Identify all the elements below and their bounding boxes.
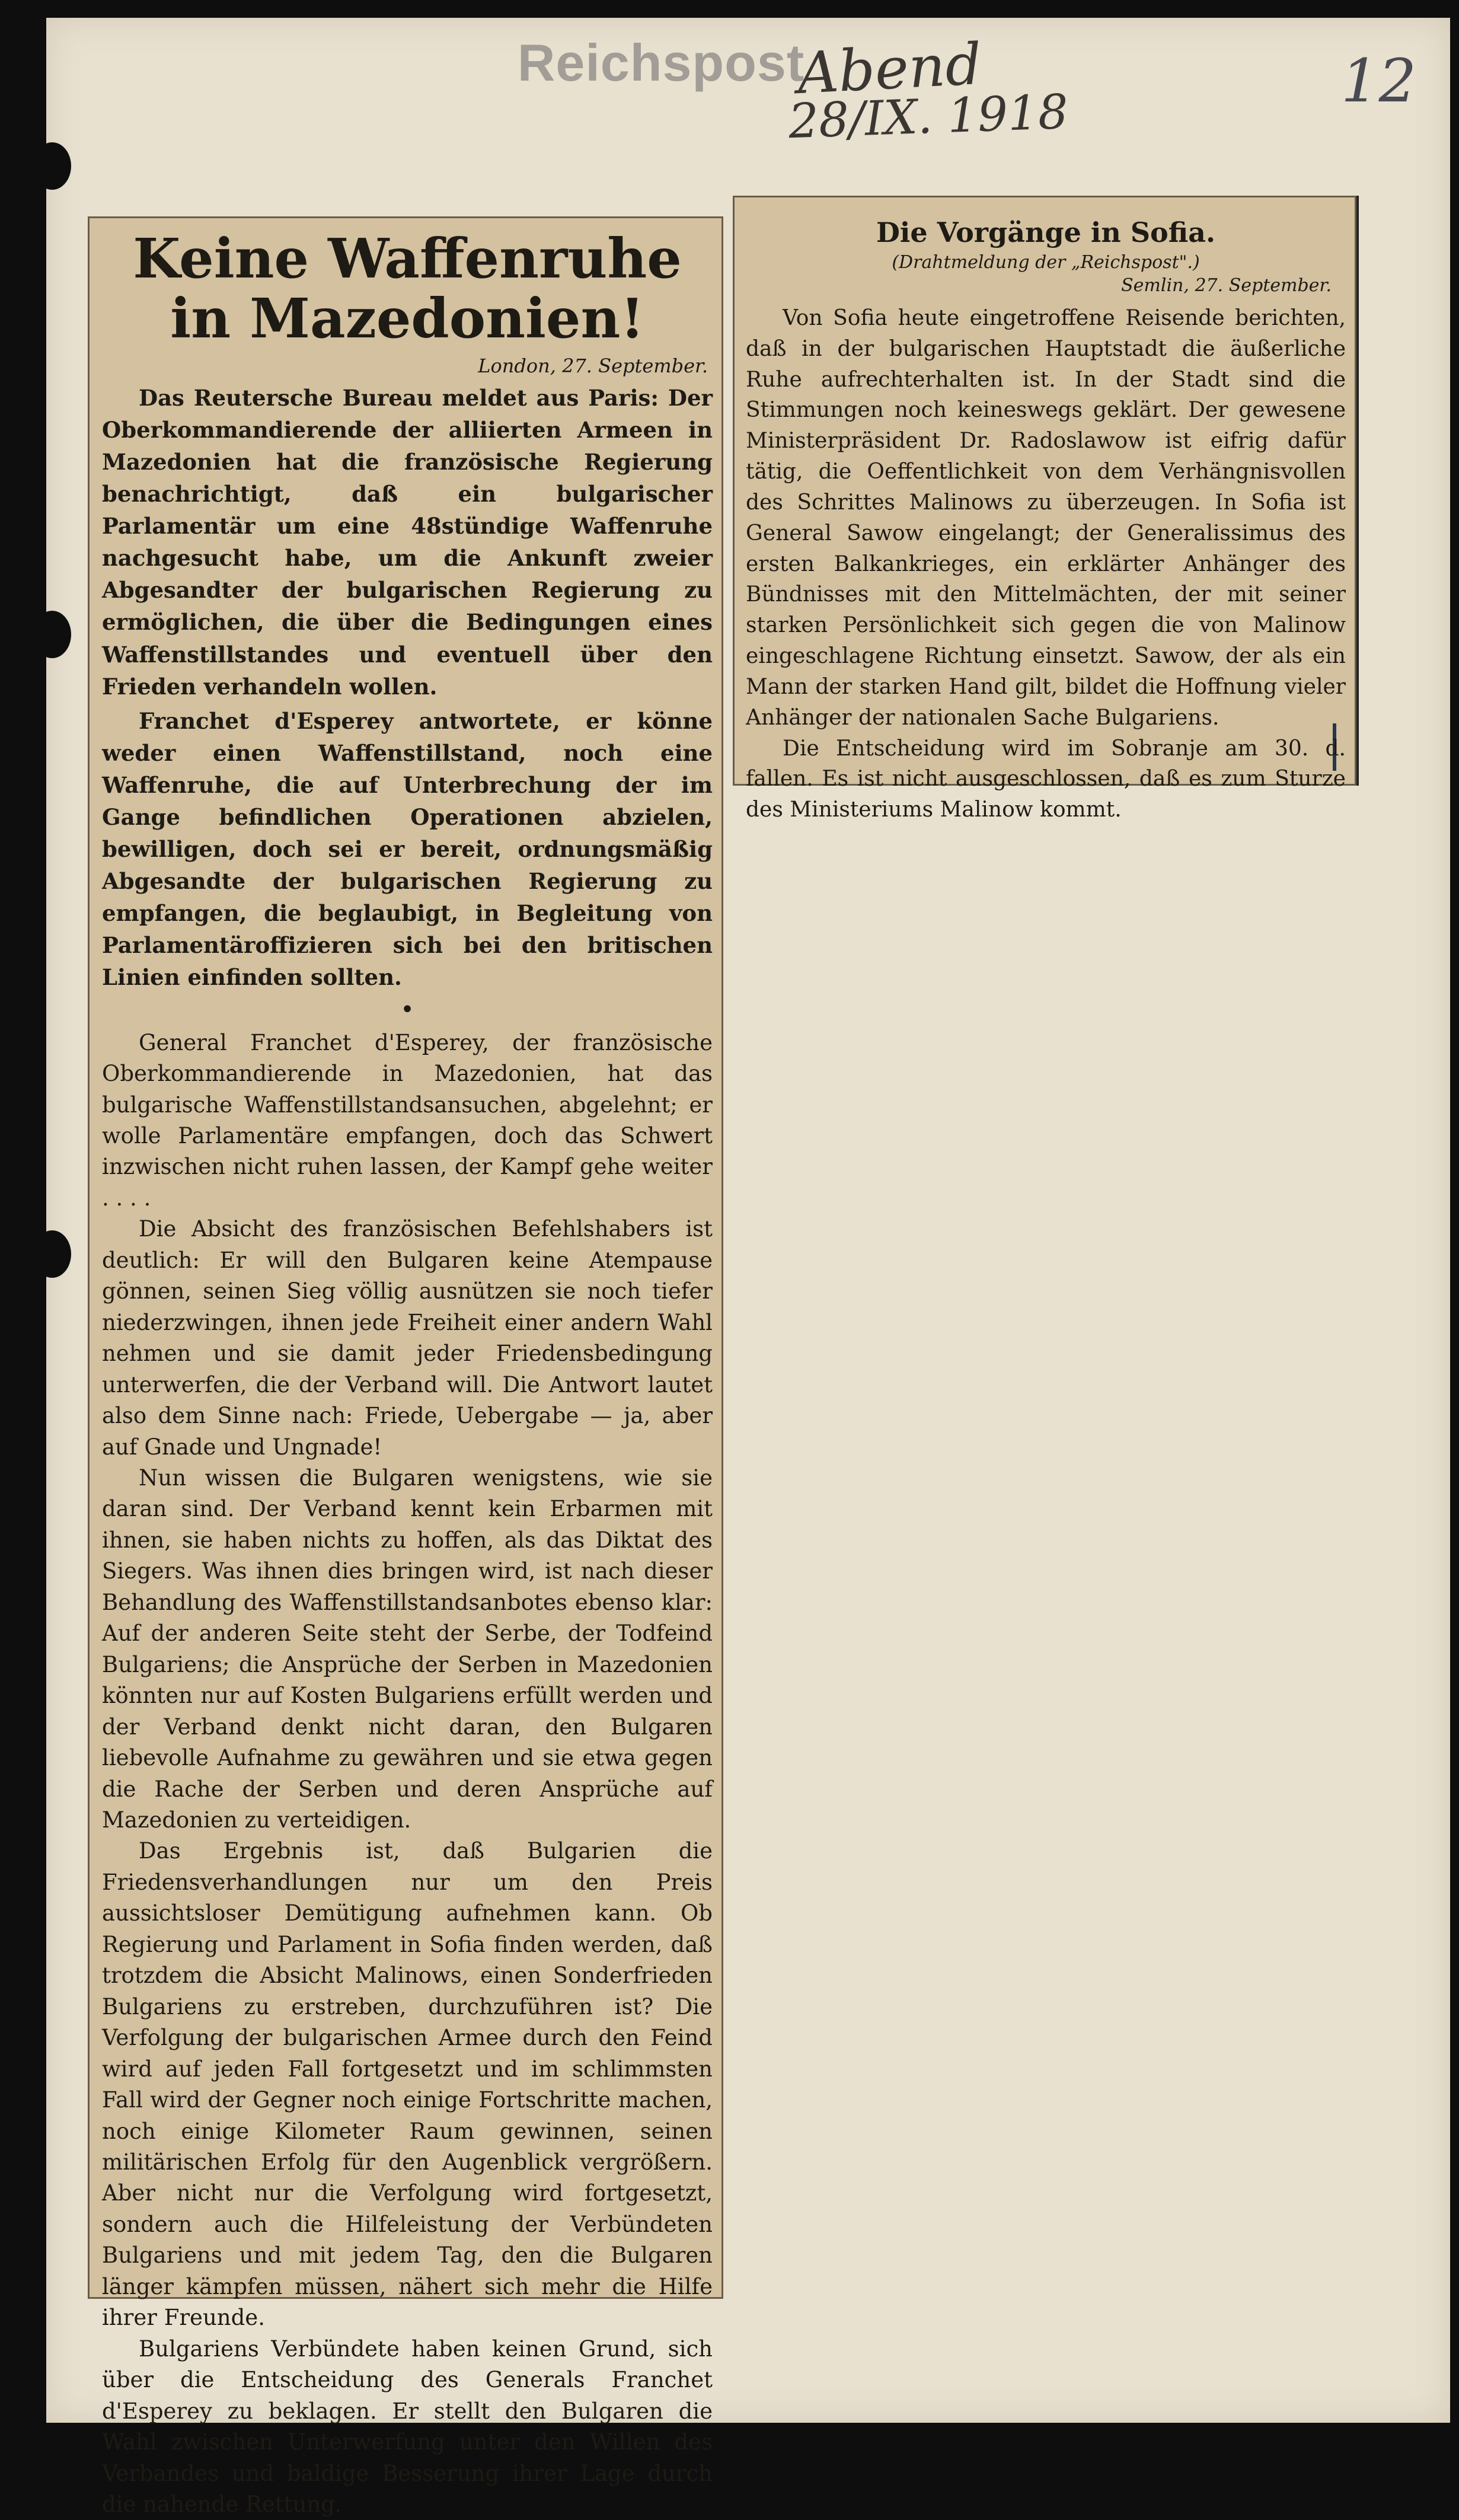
publication-stamp: Reichspost <box>517 33 805 92</box>
body-paragraph: Die Absicht des französischen Befehlshabers ist deutlich: Er will den Bulgaren keine Atempause gönnen, seinen Sieg völlig ausnützen sie noch tiefer niederzwingen, ihnen jede Freiheit einer andern Wahl nehmen und sie damit jeder Friedensbedingung unterwerfen, die der Verband will. Die Antwort lautet also dem Sinne nach: Friede, Uebergabe — ja, aber auf Gnade und Ungnade! <box>102 1216 713 1460</box>
body-paragraph: Nun wissen die Bulgaren wenigstens, wie sie daran sind. Der Verband kennt kein Erbarmen mit ihnen, sie haben nichts zu hoffen, als das Diktat des Siegers. Was ihnen dies bringen wird, ist nach dieser Behandlung des Waffenstillstandsanbotes ebenso klar: Auf der anderen Seite steht der Serbe, der Todfeind Bulgariens; die Ansprüche der Serben in Mazedonien könnten nur auf Kosten Bulgariens erfüllt werden und der Verband denkt nicht daran, den Bulgaren liebevolle Aufnahme zu gewähren und sie etwa gegen die Rache der Serben und deren Ansprüche auf Mazedonien zu verteidigen. <box>102 1465 713 1833</box>
handwritten-edition: Abend <box>796 30 984 107</box>
article-subheadline: (Drahtmeldung der „Reichspost".) <box>892 252 1200 273</box>
punch-hole <box>33 1230 71 1278</box>
article-dateline: Semlin, 27. September. <box>1121 275 1332 296</box>
body-paragraph: Das Ergebnis ist, daß Bulgarien die Friedensverhandlungen nur um den Preis aussichtsloser Demütigung aufnehmen kann. Ob Regierung und Parlament in Sofia finden werden, daß trotzdem die Absicht Malinows, einen Sonderfrieden Bulgariens zu erstreben, durchzuführen ist? Die Verfolgung der bulgarischen Armee durch den Feind wird auf jeden Fall fortgesetzt und im schlimmsten Fall wird der Gegner noch einige Fortschritte machen, noch einige Kilometer Raum gewinnen, seinen militärischen Erfolg für den Augenblick vergrößern. Aber nicht nur die Verfolgung wird fortgesetzt, sondern auch die Hilfeleistung der Verbündeten Bulgariens und mit jedem Tag, den die Bulgaren länger kämpfen müssen, nähert sich mehr die Hilfe ihrer Freunde. <box>102 1838 713 2331</box>
section-separator: • <box>400 996 414 1023</box>
punch-hole <box>33 142 71 190</box>
body-paragraph: General Franchet d'Esperey, der französische Oberkommandierende in Mazedonien, hat das bulgarische Waffenstillstandsansuchen, abgelehnt; er wolle Parlamentäre empfangen, doch das Schwert inzwischen nicht ruhen lassen, der Kampf gehe weiter . . . . <box>102 1029 713 1211</box>
lead-paragraph: Das Reutersche Bureau meldet aus Paris: Der Oberkommandierende der alliierten Armeen in Mazedonien hat die französische Regierung benachrichtigt, daß ein bulgarischer Parlamentär um eine 48stündige Waffenruhe nachgesucht habe, um die Ankunft zweier Abgesandter der bulgarischen Regierung zu ermöglichen, die über die Bedingungen eines Waffenstillstandes und eventuell über den Frieden verhandeln wollen. <box>102 385 713 700</box>
left-article <box>102 224 713 2520</box>
body-paragraph: Die Entscheidung wird im Sobranje am 30. d. fallen. Es ist nicht ausgeschlossen, daß es zum Sturze des Ministeriums Malinow kommt. <box>746 736 1346 822</box>
punch-hole <box>33 611 71 658</box>
body-paragraph: Von Sofia heute eingetroffene Reisende berichten, daß in der bulgarischen Hauptstadt die äußerliche Ruhe aufrechterhalten ist. In der Stadt sind die Stimmungen noch keineswegs geklärt. Der gewesene Ministerpräsident Dr. Radoslawow ist eifrig dafür tätig, die Oeffentlichkeit von dem Verhängnisvollen des Schrittes Malinows zu überzeugen. In Sofia ist General Sawow eingelangt; der Generalissimus des ersten Balkankrieges, ein erklärter Anhänger des Bündnisses mit den Mittelmächten, der mit seiner starken Persönlichkeit sich gegen die von Malinow eingeschlagene Richtung einsetzt. Sawow, der als ein Mann der starken Hand gilt, bildet die Hoffnung vieler Anhänger der nationalen Sache Bulgariens. <box>746 306 1346 730</box>
right-article <box>746 205 1346 825</box>
article-headline: Keine Waffenruhe in Mazedonien! <box>133 227 682 351</box>
article-dateline: London, 27. September. <box>478 355 708 378</box>
handwritten-date: 28/IX. 1918 <box>787 84 1069 149</box>
article-headline: Die Vorgänge in Sofia. <box>876 216 1215 248</box>
lead-paragraph: Franchet d'Esperey antwortete, er könne weder einen Waffenstillstand, noch eine Waffenruhe, die auf Unterbrechung der im Gange befindlichen Operationen abzielen, bewilligen, doch sei er bereit, ordnungsmäßig Abgesandte der bulgarischen Regierung zu empfangen, die beglaubigt, in Begleitung von Parlamentäroffizieren sich bei den britischen Linien einfinden sollten. <box>102 707 713 990</box>
body-paragraph: Bulgariens Verbündete haben keinen Grund, sich über die Entscheidung des Generals Franchet d'Esperey zu beklagen. Er stellt den Bulgaren die Wahl zwischen Unterwerfung unter den Willen des Verbandes und baldige Besserung ihrer Lage durch die nahende Rettung. <box>102 2336 713 2517</box>
handwritten-page-number: 12 <box>1341 46 1417 116</box>
